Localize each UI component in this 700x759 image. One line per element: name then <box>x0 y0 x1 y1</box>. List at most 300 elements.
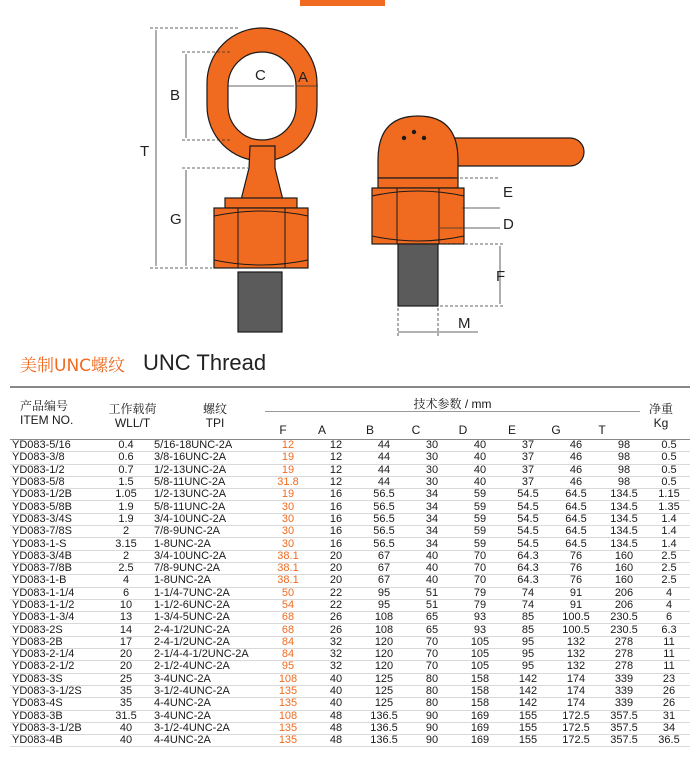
cell-wll: 2 <box>98 550 154 562</box>
cell-col-t: 278 <box>600 661 648 673</box>
cell-col-t: 134.5 <box>600 526 648 538</box>
header-col-g: G <box>551 423 561 437</box>
header-col-a: A <box>317 423 326 437</box>
cell-col-b: 44 <box>360 464 408 476</box>
cell-tpi: 1-1/2-6UNC-2A <box>154 599 264 611</box>
cell-col-b: 136.5 <box>360 735 408 747</box>
cell-weight: 1.4 <box>648 538 690 550</box>
cell-col-t: 160 <box>600 575 648 587</box>
dim-label-b: B <box>170 87 181 104</box>
cell-col-t: 357.5 <box>600 735 648 747</box>
cell-col-c: 34 <box>408 489 456 501</box>
cell-col-a: 40 <box>312 673 360 685</box>
cell-wll: 17 <box>98 636 154 648</box>
cell-item-no: YD083-4S <box>10 698 98 710</box>
cell-tpi: 2-1/2-4UNC-2A <box>154 661 264 673</box>
cell-col-d: 93 <box>456 624 504 636</box>
table-row <box>10 464 690 476</box>
cell-tpi: 1-8UNC-2A <box>154 538 264 550</box>
table-header <box>10 394 690 439</box>
cell-wll: 10 <box>98 599 154 611</box>
cell-weight: 6 <box>648 612 690 624</box>
cell-col-f: 19 <box>264 452 312 464</box>
cell-col-f: 108 <box>264 673 312 685</box>
spec-table <box>10 440 690 747</box>
cell-col-f: 135 <box>264 698 312 710</box>
cell-tpi: 3-4UNC-2A <box>154 710 264 722</box>
cell-col-t: 160 <box>600 550 648 562</box>
cell-col-b: 125 <box>360 685 408 697</box>
cell-weight: 26 <box>648 685 690 697</box>
cell-col-d: 59 <box>456 489 504 501</box>
cell-col-a: 20 <box>312 575 360 587</box>
cell-col-d: 40 <box>456 476 504 488</box>
cell-col-e: 64.3 <box>504 575 552 587</box>
cell-col-f: 54 <box>264 599 312 611</box>
cell-col-a: 16 <box>312 489 360 501</box>
cell-col-g: 174 <box>552 673 600 685</box>
cell-col-t: 98 <box>600 440 648 452</box>
cell-item-no: YD083-7/8B <box>10 562 98 574</box>
cell-col-t: 230.5 <box>600 624 648 636</box>
cell-item-no: YD083-3/4B <box>10 550 98 562</box>
cell-col-e: 64.3 <box>504 562 552 574</box>
cell-col-g: 174 <box>552 685 600 697</box>
cell-col-c: 34 <box>408 513 456 525</box>
cell-wll: 2.5 <box>98 562 154 574</box>
header-col-c: C <box>411 423 421 437</box>
cell-weight: 2.5 <box>648 550 690 562</box>
cell-col-e: 54.5 <box>504 489 552 501</box>
dim-label-g: G <box>170 211 182 228</box>
cell-col-a: 32 <box>312 636 360 648</box>
cell-wll: 6 <box>98 587 154 599</box>
cell-col-f: 30 <box>264 526 312 538</box>
cell-wll: 20 <box>98 649 154 661</box>
cell-col-e: 155 <box>504 735 552 747</box>
table-row <box>10 562 690 574</box>
cell-col-e: 64.3 <box>504 550 552 562</box>
cell-item-no: YD083-5/16 <box>10 440 98 452</box>
cell-col-b: 120 <box>360 661 408 673</box>
cell-weight: 0.5 <box>648 452 690 464</box>
cell-col-f: 68 <box>264 612 312 624</box>
cell-col-c: 40 <box>408 550 456 562</box>
cell-weight: 36.5 <box>648 735 690 747</box>
dim-label-m: M <box>458 315 471 332</box>
cell-tpi: 3-1/2-4UNC-2A <box>154 685 264 697</box>
cell-col-c: 30 <box>408 464 456 476</box>
cell-wll: 14 <box>98 624 154 636</box>
cell-col-b: 67 <box>360 575 408 587</box>
cell-col-e: 85 <box>504 624 552 636</box>
cell-tpi: 2-1/4-4-1/2UNC-2A <box>154 649 264 661</box>
cell-col-f: 19 <box>264 489 312 501</box>
header-item: 产品编号 ITEM NO. <box>20 399 74 427</box>
cell-col-g: 172.5 <box>552 735 600 747</box>
cell-weight: 11 <box>648 649 690 661</box>
table-row <box>10 587 690 599</box>
cell-col-t: 206 <box>600 587 648 599</box>
cell-item-no: YD083-1-1/2 <box>10 599 98 611</box>
cell-col-a: 16 <box>312 501 360 513</box>
header-params-rule <box>265 411 640 412</box>
cell-col-f: 108 <box>264 710 312 722</box>
cell-col-f: 38.1 <box>264 550 312 562</box>
title-divider <box>10 386 690 388</box>
cell-col-b: 108 <box>360 612 408 624</box>
cell-col-c: 30 <box>408 440 456 452</box>
dim-label-f: F <box>496 268 506 285</box>
cell-col-d: 169 <box>456 735 504 747</box>
table-row <box>10 698 690 710</box>
header-wll: 工作载荷 WLL/T <box>108 402 157 430</box>
cell-weight: 0.5 <box>648 440 690 452</box>
cell-weight: 1.15 <box>648 489 690 501</box>
cell-col-a: 48 <box>312 735 360 747</box>
cell-wll: 35 <box>98 685 154 697</box>
cell-tpi: 1-8UNC-2A <box>154 575 264 587</box>
table-row <box>10 624 690 636</box>
cell-col-a: 40 <box>312 685 360 697</box>
cell-col-c: 80 <box>408 698 456 710</box>
cell-tpi: 7/8-9UNC-2A <box>154 526 264 538</box>
cell-col-f: 30 <box>264 501 312 513</box>
cell-col-b: 95 <box>360 587 408 599</box>
cell-col-b: 120 <box>360 649 408 661</box>
cell-col-f: 38.1 <box>264 562 312 574</box>
cell-wll: 40 <box>98 722 154 734</box>
cell-item-no: YD083-1-B <box>10 575 98 587</box>
table-row <box>10 673 690 685</box>
table-row <box>10 452 690 464</box>
cell-tpi: 4-4UNC-2A <box>154 698 264 710</box>
cell-col-e: 54.5 <box>504 501 552 513</box>
cell-col-b: 67 <box>360 550 408 562</box>
cell-col-e: 155 <box>504 710 552 722</box>
cell-col-g: 91 <box>552 599 600 611</box>
header-col-t: T <box>598 423 606 437</box>
cell-weight: 2.5 <box>648 562 690 574</box>
cell-col-c: 70 <box>408 636 456 648</box>
cell-col-d: 93 <box>456 612 504 624</box>
cell-weight: 1.35 <box>648 501 690 513</box>
cell-item-no: YD083-2B <box>10 636 98 648</box>
cell-col-b: 120 <box>360 636 408 648</box>
table-row <box>10 685 690 697</box>
cell-col-b: 136.5 <box>360 710 408 722</box>
cell-col-a: 12 <box>312 476 360 488</box>
cell-col-g: 100.5 <box>552 612 600 624</box>
header-tpi: 螺纹 TPI <box>202 402 227 430</box>
cell-col-f: 84 <box>264 636 312 648</box>
cell-col-e: 54.5 <box>504 513 552 525</box>
table-row <box>10 526 690 538</box>
cell-wll: 3.15 <box>98 538 154 550</box>
dim-label-a: A <box>298 69 309 86</box>
cell-item-no: YD083-3/8 <box>10 452 98 464</box>
cell-col-c: 40 <box>408 575 456 587</box>
table-row <box>10 661 690 673</box>
cell-wll: 1.05 <box>98 489 154 501</box>
cell-col-a: 48 <box>312 722 360 734</box>
cell-tpi: 3/8-16UNC-2A <box>154 452 264 464</box>
cell-weight: 6.3 <box>648 624 690 636</box>
cell-col-e: 37 <box>504 464 552 476</box>
cell-weight: 34 <box>648 722 690 734</box>
cell-col-t: 339 <box>600 685 648 697</box>
cell-item-no: YD083-2-1/4 <box>10 649 98 661</box>
cell-col-f: 95 <box>264 661 312 673</box>
cell-col-e: 54.5 <box>504 538 552 550</box>
cell-wll: 0.4 <box>98 440 154 452</box>
cell-col-c: 40 <box>408 562 456 574</box>
section-title <box>20 349 266 377</box>
cell-item-no: YD083-7/8S <box>10 526 98 538</box>
cell-col-a: 32 <box>312 649 360 661</box>
cell-col-e: 37 <box>504 476 552 488</box>
cell-col-f: 38.1 <box>264 575 312 587</box>
hoist-ring-drawing <box>0 0 700 350</box>
cell-col-t: 339 <box>600 673 648 685</box>
cell-col-b: 44 <box>360 476 408 488</box>
cell-col-b: 136.5 <box>360 722 408 734</box>
cell-col-f: 30 <box>264 538 312 550</box>
cell-col-t: 160 <box>600 562 648 574</box>
cell-col-d: 79 <box>456 599 504 611</box>
cell-col-e: 95 <box>504 661 552 673</box>
cell-col-t: 357.5 <box>600 722 648 734</box>
title-english: UNC Thread <box>143 350 267 375</box>
cell-item-no: YD083-5/8 <box>10 476 98 488</box>
cell-col-t: 230.5 <box>600 612 648 624</box>
cell-col-g: 76 <box>552 550 600 562</box>
cell-weight: 11 <box>648 636 690 648</box>
cell-col-b: 56.5 <box>360 526 408 538</box>
table-row <box>10 489 690 501</box>
cell-col-d: 40 <box>456 464 504 476</box>
cell-col-t: 339 <box>600 698 648 710</box>
cell-tpi: 2-4-1/2UNC-2A <box>154 636 264 648</box>
cell-item-no: YD083-1/2B <box>10 489 98 501</box>
cell-col-g: 132 <box>552 649 600 661</box>
cell-col-g: 64.5 <box>552 538 600 550</box>
cell-col-d: 59 <box>456 538 504 550</box>
cell-col-d: 169 <box>456 722 504 734</box>
cell-col-g: 64.5 <box>552 513 600 525</box>
cell-col-b: 56.5 <box>360 501 408 513</box>
cell-col-c: 90 <box>408 735 456 747</box>
cell-tpi: 1/2-13UNC-2A <box>154 464 264 476</box>
header-col-f: F <box>279 423 287 437</box>
cell-wll: 1.5 <box>98 476 154 488</box>
cell-col-d: 59 <box>456 513 504 525</box>
cell-tpi: 1/2-13UNC-2A <box>154 489 264 501</box>
cell-col-f: 12 <box>264 440 312 452</box>
cell-col-a: 16 <box>312 526 360 538</box>
header-col-d: D <box>458 423 468 437</box>
cell-col-c: 30 <box>408 452 456 464</box>
cell-col-t: 134.5 <box>600 489 648 501</box>
cell-item-no: YD083-5/8B <box>10 501 98 513</box>
cell-col-g: 91 <box>552 587 600 599</box>
cell-col-t: 134.5 <box>600 501 648 513</box>
cell-col-e: 142 <box>504 698 552 710</box>
cell-col-g: 64.5 <box>552 526 600 538</box>
cell-col-c: 70 <box>408 661 456 673</box>
table-row <box>10 649 690 661</box>
cell-col-c: 51 <box>408 599 456 611</box>
cell-col-f: 68 <box>264 624 312 636</box>
cell-col-c: 80 <box>408 685 456 697</box>
cell-col-a: 12 <box>312 440 360 452</box>
cell-col-g: 46 <box>552 464 600 476</box>
cell-col-e: 142 <box>504 685 552 697</box>
header-col-e: E <box>507 423 516 437</box>
dim-label-t: T <box>140 143 150 160</box>
cell-wll: 31.5 <box>98 710 154 722</box>
cell-col-g: 76 <box>552 562 600 574</box>
cell-col-e: 54.5 <box>504 526 552 538</box>
cell-col-f: 135 <box>264 685 312 697</box>
dim-label-c: C <box>255 67 266 84</box>
table-row <box>10 710 690 722</box>
cell-tpi: 2-4-1/2UNC-2A <box>154 624 264 636</box>
cell-col-b: 56.5 <box>360 513 408 525</box>
cell-col-d: 79 <box>456 587 504 599</box>
cell-tpi: 7/8-9UNC-2A <box>154 562 264 574</box>
cell-col-d: 59 <box>456 526 504 538</box>
cell-item-no: YD083-1-3/4 <box>10 612 98 624</box>
cell-tpi: 5/8-11UNC-2A <box>154 501 264 513</box>
cell-col-f: 19 <box>264 464 312 476</box>
table-row <box>10 612 690 624</box>
cell-col-a: 26 <box>312 624 360 636</box>
table-row <box>10 599 690 611</box>
cell-wll: 25 <box>98 673 154 685</box>
table-row <box>10 440 690 452</box>
cell-col-f: 50 <box>264 587 312 599</box>
cell-col-t: 98 <box>600 464 648 476</box>
cell-col-a: 40 <box>312 698 360 710</box>
cell-col-e: 95 <box>504 649 552 661</box>
spec-table-body <box>10 440 690 747</box>
cell-col-g: 46 <box>552 440 600 452</box>
cell-col-d: 158 <box>456 698 504 710</box>
cell-tpi: 3/4-10UNC-2A <box>154 550 264 562</box>
cell-tpi: 1-1/4-7UNC-2A <box>154 587 264 599</box>
cell-wll: 0.7 <box>98 464 154 476</box>
cell-weight: 4 <box>648 599 690 611</box>
cell-col-a: 16 <box>312 513 360 525</box>
cell-item-no: YD083-3-1/2S <box>10 685 98 697</box>
cell-col-g: 132 <box>552 661 600 673</box>
cell-tpi: 3-1/2-4UNC-2A <box>154 722 264 734</box>
cell-col-t: 134.5 <box>600 538 648 550</box>
table-row <box>10 636 690 648</box>
cell-weight: 0.5 <box>648 464 690 476</box>
cell-col-g: 46 <box>552 476 600 488</box>
cell-col-b: 56.5 <box>360 538 408 550</box>
cell-item-no: YD083-3S <box>10 673 98 685</box>
cell-wll: 20 <box>98 661 154 673</box>
cell-col-e: 85 <box>504 612 552 624</box>
cell-col-b: 125 <box>360 698 408 710</box>
cell-wll: 1.9 <box>98 501 154 513</box>
cell-col-a: 12 <box>312 464 360 476</box>
cell-wll: 4 <box>98 575 154 587</box>
cell-weight: 23 <box>648 673 690 685</box>
cell-col-t: 98 <box>600 452 648 464</box>
cell-col-c: 34 <box>408 501 456 513</box>
cell-col-t: 278 <box>600 649 648 661</box>
cell-col-t: 98 <box>600 476 648 488</box>
cell-col-d: 105 <box>456 661 504 673</box>
cell-item-no: YD083-2-1/2 <box>10 661 98 673</box>
cell-col-t: 278 <box>600 636 648 648</box>
cell-col-d: 158 <box>456 673 504 685</box>
dim-label-e: E <box>503 184 514 201</box>
cell-col-e: 37 <box>504 452 552 464</box>
cell-col-d: 169 <box>456 710 504 722</box>
table-row <box>10 476 690 488</box>
table-row <box>10 501 690 513</box>
header-weight: 净重 Kg <box>648 402 673 430</box>
cell-col-c: 51 <box>408 587 456 599</box>
table-row <box>10 735 690 747</box>
cell-col-d: 70 <box>456 562 504 574</box>
side-view <box>372 116 584 306</box>
cell-col-e: 155 <box>504 722 552 734</box>
cell-col-c: 65 <box>408 624 456 636</box>
cell-col-g: 100.5 <box>552 624 600 636</box>
cell-col-b: 95 <box>360 599 408 611</box>
cell-col-t: 357.5 <box>600 710 648 722</box>
cell-weight: 0.5 <box>648 476 690 488</box>
cell-tpi: 3-4UNC-2A <box>154 673 264 685</box>
cell-col-c: 34 <box>408 526 456 538</box>
cell-col-f: 135 <box>264 722 312 734</box>
cell-col-g: 172.5 <box>552 722 600 734</box>
header-params: 技术参数 / mm <box>413 397 492 411</box>
cell-col-b: 44 <box>360 452 408 464</box>
cell-wll: 35 <box>98 698 154 710</box>
cell-col-b: 44 <box>360 440 408 452</box>
cell-item-no: YD083-4B <box>10 735 98 747</box>
cell-col-b: 56.5 <box>360 489 408 501</box>
cell-col-b: 108 <box>360 624 408 636</box>
cell-col-d: 59 <box>456 501 504 513</box>
cell-col-e: 74 <box>504 599 552 611</box>
cell-col-f: 84 <box>264 649 312 661</box>
cell-col-d: 70 <box>456 575 504 587</box>
cell-item-no: YD083-1-S <box>10 538 98 550</box>
cell-col-b: 67 <box>360 562 408 574</box>
cell-weight: 1.4 <box>648 513 690 525</box>
cell-tpi: 5/8-11UNC-2A <box>154 476 264 488</box>
cell-col-d: 70 <box>456 550 504 562</box>
cell-col-g: 64.5 <box>552 489 600 501</box>
cell-wll: 1.9 <box>98 513 154 525</box>
cell-col-f: 31.8 <box>264 476 312 488</box>
cell-col-d: 105 <box>456 649 504 661</box>
cell-item-no: YD083-3/4S <box>10 513 98 525</box>
cell-col-e: 142 <box>504 673 552 685</box>
cell-item-no: YD083-3-1/2B <box>10 722 98 734</box>
cell-tpi: 1-3/4-5UNC-2A <box>154 612 264 624</box>
cell-col-c: 90 <box>408 722 456 734</box>
cell-col-g: 64.5 <box>552 501 600 513</box>
